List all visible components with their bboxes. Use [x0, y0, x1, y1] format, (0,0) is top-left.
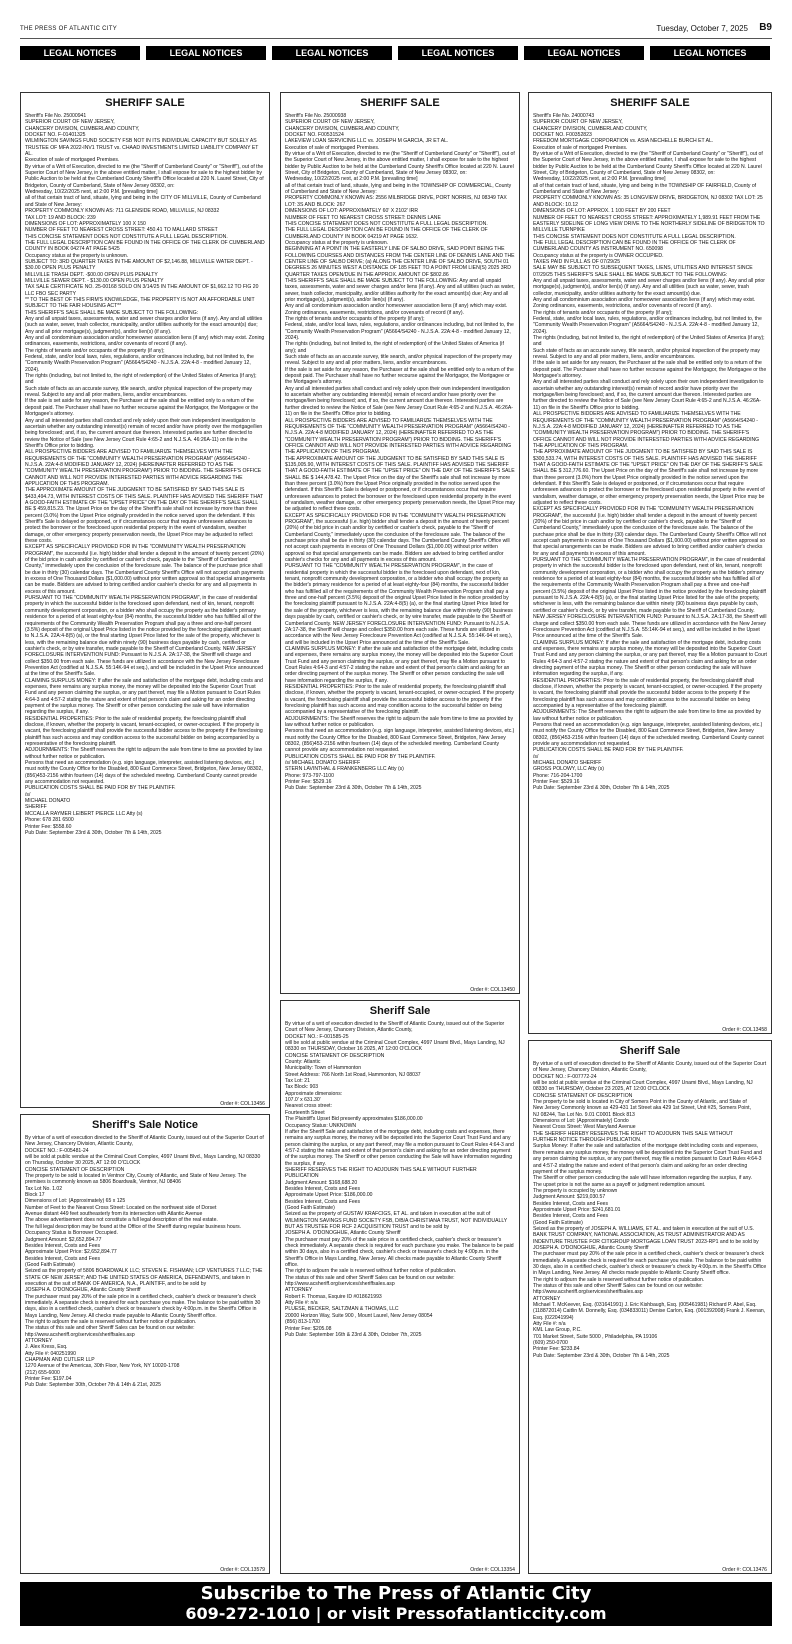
notice-paragraph: The purchaser must pay 20% of the sale price in a certified check, cashier's check or treasurer's check immediately. A separate check is required for each purchase you make. The balance to be paid within 30 days, also in a certified check, cashier's check or treasurer's check by 4:00p.m. in the Sheriff's Office in Mays Landing, New Jersey. All checks made payable to Atlantic County Sheriff office.	[533, 1251, 767, 1277]
notice-paragraph: GROSS POLOWY, LLC Atty (s)	[533, 766, 604, 773]
notice-paragraph: TAX SALE CERTIFICATE NO. 25-00168 SOLD ON 3/14/25 IN THE AMOUNT OF $1,662.12 TO FIG 20 LLC FBO SEC PARTY	[25, 284, 259, 297]
notice-sheriff-sale-25000938	[280, 92, 520, 994]
notice-paragraph: Besides Interest, Costs and Fees	[285, 1185, 361, 1192]
notice-paragraph: DOCKET NO.: F-005481-24	[25, 1147, 89, 1154]
notice-paragraph: ATTORNEY	[285, 1287, 313, 1294]
notice-paragraph: The above advertisement does not constitute a full legal description of the real estate.	[25, 1217, 218, 1224]
notice-paragraph: Pub Date: September 30th, October 7th & 14th & 21st, 2025	[25, 1382, 161, 1389]
notice-paragraph: By virtue of a Writ of Execution, directed to me (the "Sheriff of Cumberland County" or "Sheriff"), out of the Superior Court of New Jersey, in the above entitled matter, I shall expose for sale to the highest bidder by Public Auction to be held at the Cumberland County Sheriff's Office located at 220 N. Laurel Street, City of Bridgeton, County of Cumberland, State of New Jersey 08302, on:	[25, 163, 264, 189]
notice-title: SHERIFF SALE	[105, 97, 185, 109]
notice-paragraph: DIMENSIONS OF LOT: APPROXIMATELY 100 X 150	[25, 220, 146, 227]
notice-paragraph: The status of this sale and other Sheriff Sales can be found on our website: http://www.acsheriff.org/services/sheriffsales.asp	[285, 1274, 455, 1288]
notice-paragraph: Pub Date: September 23rd & 30th, October 7th & 14th, 2025	[533, 1352, 670, 1359]
section-tab: LEGAL NOTICES	[146, 46, 266, 60]
masthead	[20, 20, 772, 39]
notice-paragraph: MILLVILLE TRASH DEPT. -$00.00 OPEN PLUS PENALTY	[25, 271, 158, 278]
notice-paragraph: Seized as the property of 5806 BOARDWALK LLC; STEVEN E. FISHMAN; LCP VENTURES 7 LLC; THE STATE OF NEW JERSEY; AND THE UNITED STATES OF AMERICA, DEFENDANTS, and taken in execution at the suit of BANK OF AMERICA, N.A., PLAINTIFF, and to be sold by	[25, 1268, 263, 1287]
notice-paragraph: Any and all interested parties shall conduct and rely solely upon their own independent investigation to ascertain whether any outstanding interest(s) remain of record and/or have priority over the mortgage/lien being foreclosed; and, if so, the current amount due thereon. Interested parties are further directed to review the Notice of Sale (see New Jersey Court Rule 4:65-2 and N.J.S.A. 46:26A-11) on file in the Sheriff's Office prior to bidding.	[285, 385, 513, 418]
notice-paragraph: Tax Lot No. 1.02	[25, 1185, 63, 1192]
notice-paragraph: Sheriff's File No. 24000743	[533, 113, 595, 119]
notice-paragraph: PUBLICATION	[285, 1173, 319, 1180]
notice-paragraph: PURSUANT TO THE "COMMUNITY WEALTH PRESERVATION PROGRAM", in the case of residential property in which the successful bidder is the foreclosed upon defendant, next of kin, tenant, nonprofit community development corporation, or a bidder who shall occupy the property as the bidder's primary residence for a period of at least eighty-four (84) months, the successful bidder who has fulfilled all of the requirements of the Community Wealth Preservation Program shall pay a three and one-half percent (3.5%) deposit of the original Upset Price listed in the notice provided by the foreclosing plaintiff pursuant to N.J.S.A. 22A:4-8(5) (a), or the final starting Upset Price listed for the sale of the property, whichever is less, with the remaining balance due within ninety (90) business days payable by cash, certified or cashier's check, or by wire transfer, made payable to the Sheriff of Cumberland County. NEW JERSEY FORECLOSURE INTERVENTION FUND: Pursuant to N.J.S.A. 2A:17-38, the Sheriff will charge and collect $350.00 from each sale. These funds are utilized in accordance with the New Jersey Foreclosure Prevention Act (codified at N.J.S.A. 55:14K-94 et seq.), and will be included in the Upset Price announced at the time of the Sheriff's Sale.	[25, 595, 264, 678]
notice-paragraph: New Jersey Commonly known as 429-431 1st Street aka 429 1st Street, Unit #25, Somers Point,	[533, 1105, 752, 1112]
notice-paragraph: 20000 Horizon Way, Suite 900 , Mount Laurel, New Jersey 08054	[285, 1312, 433, 1319]
notice-paragraph: STERN LAVINTHAL & FRANKENBERG LLC Atty (s)	[285, 766, 404, 773]
notice-paragraph: THIS SHERIFF'S SALE SHALL BE MADE SUBJECT TO THE FOLLOWING: Any and all unpaid taxes, assessments, water and sewer charges and/or liens (if any). Any and all utilities (such as water, sewer, trash collector, municipality, and/or utilities authority for the exact amount(s) due; Any and all prior mortgage(s), judgment(s), and/or lien(s) (if any).	[285, 277, 515, 303]
notice-paragraph: will be sold at public vendue at the Criminal Court Complex, 4997 Unami Blvd., Mays Landing, NJ 08330 on THURSDAY, October 16 2025, AT 12:00 O'CLOCK	[285, 1040, 505, 1053]
notice-paragraph: The status of this sale and other Sheriff Sales can be found on our website: http://www.acsheriff.org/services/sheriffsales.asp	[25, 1325, 195, 1338]
notice-paragraph: PUBLICATION COSTS SHALL BE PAID FOR BY THE PLAINTIFF.	[285, 753, 436, 760]
notice-title: Sheriff Sale	[619, 1045, 681, 1057]
section-tab: LEGAL NOTICES	[398, 46, 518, 60]
notice-paragraph: /s/	[25, 791, 31, 798]
notice-paragraph: BEGINNING AT A POINT IN THE EASTERLY LINE OF SALBO DRIVE, SAID POINT BEING THE FOLLOWING COURSES AND DISTANCES FROM THE CENTER LINE OF DENNIS LANE AND THE CENTER LINE OF SALBO DRIVE; (a) ALONG THE CENTER LINE OF SALBO DRIVE, SOUTH 01 DEGREES 26 MINUTES WEST A DISTANCE OF 185 FEET TO A POINT FROM LIEN(S) 2025 3RD QUARTER TAXES OPEN/DUE IN THE APPROX. AMOUNT OF $802.86	[285, 246, 515, 278]
subscribe-headline: Subscribe to The Press of Atlantic City	[200, 1583, 592, 1604]
notice-paragraph: TAXES PAID IN FULL AS OF 07/29/25	[533, 258, 621, 265]
notice-paragraph: Street Address: 766 North 1st Road, Hammonton, NJ 08037	[285, 1071, 421, 1078]
notice-paragraph: Besides Interest, Costs and Fees	[533, 1213, 609, 1220]
notice-paragraph: THE APPROXIMATE AMOUNT OF THE JUDGMENT TO BE SATISFIED BY SAID THIS SALE IS $433,494.73, WITH INTEREST COSTS OF THIS SALE. PLAINTIFF HAS ADVISED THE SHERIFF THAT A GOOD-FAITH ESTIMATE OF THE "UPSET PRICE" ON THE DAY OF THE SHERIFF'S SALE SHALL BE $ 459,815.23. The Upset Price on the day of the Sheriff's sale shall not increase by more than three percent (3.0%) from the Upset Price originally provided in the notice served upon the defendant. If this Sheriff's Sale is delayed or postponed, or if circumstances occur that require unforeseen advances to protect the borrower or the foreclosed upon residential property in the event of vandalism, weather damage, or other emergency property preservation needs, the Upset Price may be adjusted to reflect these costs.	[25, 487, 264, 545]
notice-paragraph: FREEDOM MORTGAGE CORPORATION vs. ASIA NECHELLE BURCH ET AL.	[533, 138, 714, 145]
notice-paragraph: THIS CONCISE STATEMENT DOES NOT CONSTITUTE A FULL LEGAL DESCRIPTION.	[285, 220, 488, 227]
notice-paragraph: CHANCERY DIVISION, CUMBERLAND COUNTY,	[25, 125, 140, 132]
notice-paragraph: Wednesday, 10/22/2025 next, at 2:00 P.M. [prevailing time]	[533, 176, 666, 183]
notice-paragraph: PUBLICATION COSTS SHALL BE PAID FOR BY THE PLAINTIFF.	[533, 747, 684, 754]
notice-paragraph: Dimensions of Lot: (Approximately) 65 x 125	[25, 1198, 126, 1205]
notice-paragraph: CHANCERY DIVISION, CUMBERLAND COUNTY,	[533, 125, 648, 132]
notice-paragraph: Besides Interest, Costs and Fees	[25, 1242, 101, 1249]
notice-paragraph: (Good Faith Estimate)	[533, 1219, 583, 1226]
notice-paragraph: THE FULL LEGAL DESCRIPTION CAN BE FOUND IN THE OFFICE OF THE CLERK OF CUMBERLAND COUNTY IN BOOK 04274 AT PAGE 5425	[25, 239, 265, 253]
notice-paragraph: DOCKET NO.: F-007772-24	[533, 1073, 597, 1080]
notice-paragraph: County: Atlantic	[285, 1059, 321, 1066]
notice-paragraph: EXCEPT AS SPECIFICALLY PROVIDED FOR IN THE "COMMUNITY WEALTH PRESERVATION PROGRAM", the successful (i.e. high) bidder shall tender a deposit in the amount of twenty percent (20%) of the bid price in cash and/or by certified or cashier's check, payable to the "Sheriff of Cumberland County," immediately upon the conclusion of the foreclosure sale. The balance of the purchase price shall be due in thirty (30) calendar days. The Cumberland County Sheriff's Office will not accept cash payments in excess of One Thousand Dollars ($1,000.00) without prior written approval so that special arrangements can be made. Bidders are advised to bring certified and/or cashier's checks for any and all payments in excess of this amount.	[285, 512, 510, 564]
notice-paragraph: If the sale is set aside for any reason, the Purchaser at the sale shall be entitled only to a return of the deposit paid. The Purchaser shall have no further recourse against the Mortgagor, the Mortgagee or the Mortgagee's attorney.	[25, 398, 259, 418]
section-tab: LEGAL NOTICES	[20, 46, 140, 60]
notice-paragraph: Any and all unpaid taxes, assessments, water and sewer charges and/or liens (if any). Any and all utilities (such as water, sewer, trash collector, municipality, and/or utilities authority for the exact amount(s) due; Any and all prior mortgage(s), judgment(s), and/or lien(s) (if any).	[25, 316, 263, 335]
notice-paragraph: THE SHERIFF HEREBY RESERVES THE RIGHT TO ADJOURN THIS SALE WITHOUT	[533, 1130, 734, 1137]
notice-paragraph: Municipality: Town of Hammonton	[285, 1065, 362, 1072]
notice-paragraph: The rights of tenants and/or occupants of the property (if any);	[285, 316, 425, 322]
notice-title: SHERIFF SALE	[360, 97, 440, 109]
notice-paragraph: Approximate Upset Price: $241,681.01	[533, 1206, 621, 1213]
notice-paragraph: Nearest Cross Street: West Maryland Avenue	[533, 1124, 636, 1131]
notice-paragraph: DOCKET NO. F-01401325	[25, 132, 86, 139]
notice-paragraph: (Good Faith Estimate)	[285, 1204, 335, 1211]
notice-paragraph: THE APPROXIMATE AMOUNT OF THE JUDGMENT TO BE SATISFIED BY SAID THIS SALE IS $300,533.74, WITH INTEREST COSTS OF THIS SALE. PLAINTIFF HAS ADVISED THE SHERIFF THAT A GOOD-FAITH ESTIMATE OF THE "UPSET PRICE" ON THE DAY OF THE SHERIFF'S SALE SHALL BE $ 312,776.60. The Upset Price on the day of the Sheriff's sale shall not increase by more than three percent (3.0%) from the Upset Price originally provided in the notice served upon the defendant. If this Sheriff's Sale is delayed or postponed, or if circumstances occur that require unforeseen advances to protect the borrower or the foreclosed upon residential property in the event of vandalism, weather damage, or other emergency property preservation needs, the Upset Price may be adjusted to reflect these costs.	[533, 449, 765, 506]
notice-paragraph: Atty File #: 040251990	[25, 1350, 76, 1357]
notice-paragraph: PROPERTY COMMONLY KNOWN AS: 2556 MILBRIDGE DRIVE, PORT NORRIS, NJ 08349 TAX LOT: 3S AND BLOCK: 267	[285, 195, 507, 208]
order-number: Order #: COL13458	[722, 1027, 767, 1033]
notice-paragraph: THIS CONCISE STATEMENT DOES NOT CONSTITUTE A FULL LEGAL DESCRIPTION.	[533, 233, 736, 240]
notice-paragraph: The rights of tenants and/or occupants of the property (if any);	[533, 309, 673, 316]
order-number: Order #: COL13476	[722, 1567, 767, 1573]
notice-paragraph: 107.0' x 631.30'	[285, 1097, 321, 1104]
notice-paragraph: CHANCERY DIVISION, CUMBERLAND COUNTY,	[285, 125, 400, 132]
notice-paragraph: Any and all condominium association and/or homeowner association liens (if any) which may exist. Zoning ordinances, easements, restrictions, and/or covenants of record (if any).	[25, 335, 265, 348]
notice-paragraph: The Plaintiff's Upset Bid presently approximates $186,000.00	[285, 1116, 423, 1123]
notice-paragraph: NUMBER OF FEET TO NEAREST CROSS STREET: 450.41 TO MALLARD STREET	[25, 227, 218, 234]
notice-paragraph: ** TO THE BEST OF THIS FIRM'S KNOWLEDGE, THE PROPERTY IS NOT AN AFFORDABLE UNIT SUBJECT TO THE FAIR HOUSING ACT**	[25, 296, 255, 310]
notice-paragraph: NUMBER OF FEET TO NEAREST CROSS STREET: DENNIS LANE	[285, 214, 441, 221]
order-number: Order #: COL13579	[220, 1567, 265, 1573]
notice-title: SHERIFF SALE	[610, 97, 690, 109]
issue-date: Tuesday, October 7, 2025	[656, 24, 748, 33]
notice-paragraph: JOSEPH A. O'DONOGHUE, Atlantic County Sheriff	[25, 1287, 141, 1294]
notice-paragraph: Any and all condominium association and/or homeowner association liens (if any) which may exist. Zoning ordinances, easements, restrictions, and/or covenants of record (if any).	[533, 296, 756, 310]
notice-paragraph: Atty File #: n/a	[285, 1300, 318, 1307]
notice-paragraph: SALE MAY BE SUBJECT TO SUBSEQUENT TAXES, LIENS, UTILITIES AND INTEREST SINCE 07/29/25 THIS SHERIFF'S SALE SHALL BE MADE SUBJECT TO THE FOLLOWING:	[533, 265, 753, 278]
notice-paragraph: TAX LOT: 19 AND BLOCK: 239	[25, 214, 96, 221]
notice-paragraph: Sheriff's File No. 25000938	[285, 113, 347, 119]
notice-paragraph: Judgment Amount: $2,652,894.77	[25, 1236, 102, 1243]
notice-paragraph: Execution of sale of mortgaged Premises.	[25, 157, 120, 164]
notice-paragraph: Dimensions of Lot: (Approximately) Condo	[533, 1118, 629, 1125]
notice-paragraph: The upset price is not the same as a payoff or judgment redemption amount.	[533, 1181, 706, 1188]
section-tab: LEGAL NOTICES	[650, 46, 770, 60]
notice-paragraph: If the sale is set aside for any reason, the Purchaser at the sale shall be entitled only to a return of the deposit paid. The Purchaser shall have no further recourse against the Mortgagor, the Mortgagee or the Mortgagee's attorney.	[285, 366, 514, 386]
notice-paragraph: J. Alex Kress, Esq.	[25, 1344, 68, 1351]
notice-paragraph: Nearest cross street:	[285, 1103, 332, 1110]
notice-paragraph: The status of this sale and other Sheriff Sales can be found on our website: http://www.acsheriff.org/services/sheriffsales.asp	[533, 1283, 703, 1296]
notice-sheriff-sale-f001585-25	[280, 1000, 520, 1574]
notice-paragraph: The property is occupied by unknown	[533, 1187, 618, 1194]
notice-paragraph: JOSEPH A. O'DONOGHUE, Atlantic County Sheriff	[285, 1230, 401, 1237]
notice-sheriff-sale-f007772-24	[528, 1040, 772, 1574]
notice-paragraph: By virtue of a writ of execution directed to the Sheriff of Atlantic County, issued out of the Superior Court of New Jersey, Chancery Division, Atlantic County,	[533, 1061, 767, 1074]
notice-paragraph: CONCISE STATEMENT OF DESCRIPTION	[285, 1052, 385, 1059]
notice-paragraph: Occupancy status at the property is unknown.	[285, 239, 389, 246]
notice-paragraph: will be sold at public vendue at the Criminal Court Complex, 4997 Unami Blvd., Mays Landing, NJ 08330 on THURSDAY, October 23 2025, AT 12:00 O'CLOCK	[533, 1080, 753, 1093]
notice-paragraph: ALL PROSPECTIVE BIDDERS ARE ADVISED TO FAMILIARIZE THEMSELVES WITH THE REQUIREMENTS OF THE "COMMUNITY WEALTH PRESERVATION PROGRAM" (A5664/S4240 - N.J.S.A. 22A:4-8 MODIFIED JANUARY 12, 2024) (HEREINAFTER REFERRED TO AS THE "COMMUNITY WEALTH PRESERVATION PROGRAM") PRIOR TO BIDDING. THE SHERIFF'S OFFICE CANNOT AND WILL NOT PROVIDE INTERESTED PARTIES WITH ADVICE REGARDING THE APPLICATION OF THIS PROGRAM.	[285, 417, 512, 456]
notice-sheriffs-sale-f005481-24	[20, 1114, 270, 1574]
notice-paragraph: PLUESE, BECKER, SALTZMAN & THOMAS, LLC	[285, 1306, 399, 1313]
notice-paragraph: RESIDENTIAL PROPERTIES: Prior to the sale of residential property, the foreclosing plaintiff shall disclose, if known, whether the property is vacant, tenant-occupied, or owner-occupied. If the property is vacant, the foreclosing plaintiff shall provide the successful bidder access to the property if the foreclosing plaintiff has such access and may condition access to the successful bidder on being accompanied by a representative of the foreclosing plaintiff.	[285, 683, 515, 716]
notice-paragraph: ADJOURNMENTS: The Sheriff reserves the right to adjourn the sale from time to time as provided by law without further notice or publication.	[533, 709, 761, 722]
notice-paragraph: ADJOURNMENTS: The Sheriff reserves the right to adjourn the sale from time to time as provided by law without further notice or publication.	[25, 747, 263, 760]
notice-paragraph: RESIDENTIAL PROPERTIES: Prior to the sale of residential property, the foreclosing plaintiff shall disclose, if known, whether the property is vacant, tenant-occupied, or owner-occupied. If the property is vacant, the foreclosing plaintiff shall provide the successful bidder access to the property if the foreclosing plaintiff has such access and may condition access to the successful bidder on being accompanied by a representative of the foreclosing plaintiff.	[533, 677, 763, 709]
notice-paragraph: CONCISE STATEMENT OF DESCRIPTION	[25, 1166, 125, 1173]
notice-paragraph: The rights (including, but not limited to, the right of redemption) of the United States of America (if any); and	[25, 373, 257, 386]
notice-paragraph: Phone: 678 281 6500	[25, 817, 74, 824]
notice-paragraph: DIMENSIONS OF LOT: APPROXIMATELY 60' X 2102' IRR	[285, 208, 419, 215]
notice-paragraph: 1270 Avenue of the Americas, 30th Floor, New York, NY 10020-1708	[25, 1363, 180, 1370]
section-tab: LEGAL NOTICES	[524, 46, 644, 60]
notice-title: Sheriff's Sale Notice	[92, 1119, 198, 1131]
notice-paragraph: Such state of facts as an accurate survey, title search, and/or physical inspection of the property may reveal. Subject to any and all prior matters, liens, and/or encumbrances.	[533, 347, 760, 361]
notice-paragraph: By virtue of a Writ of Execution, directed to me (the "Sheriff of Cumberland County" or "Sheriff"), out of the Superior Court of New Jersey, in the above entitled matter, I shall expose for sale to the highest bidder by Public Auction to be held at the Cumberland County Sheriff's Office located at 220 N. Laurel Street, City of Bridgeton, County of Cumberland, State of New Jersey 08302, on:	[285, 151, 515, 177]
notice-paragraph: EXCEPT AS SPECIFICALLY PROVIDED FOR IN THE "COMMUNITY WEALTH PRESERVATION PROGRAM", the successful (i.e. high) bidder shall tender a deposit in the amount of twenty percent (20%) of the bid price in cash and/or by certified or cashier's check, payable to the "Sheriff of Cumberland County," immediately upon the conclusion of the foreclosure sale. The balance of the purchase price shall be due in thirty (30) calendar days. The Cumberland County Sheriff's Office will not accept cash payments in excess of One Thousand Dollars ($1,000.00) without prior written approval so that special arrangements can be made. Bidders are advised to bring certified and/or cashier's checks for any and all payments in excess of this amount.	[25, 544, 265, 595]
notice-paragraph: Printer Fee: $197.04	[25, 1376, 72, 1383]
notice-paragraph: Fourteenth Street	[285, 1109, 325, 1116]
notice-paragraph: SUPERIOR COURT OF NEW JERSEY,	[533, 119, 623, 126]
notice-paragraph: Printer Fee: $233.84	[533, 1346, 580, 1353]
notice-paragraph: Pub Date: September 23rd & 30th, October 7th & 14th, 2025	[533, 785, 670, 792]
notice-paragraph: SUPERIOR COURT OF NEW JERSEY,	[285, 119, 375, 126]
notice-paragraph: By virtue of a writ of execution directed to the Sheriff of Atlantic County, issued out of the Superior Court of New Jersey, Chancery Division, Atlantic County,	[285, 1021, 505, 1034]
notice-paragraph: DOCKET NO.: F-001585-25	[285, 1033, 349, 1040]
notice-paragraph: DIMENSIONS OF LOT: APPROX. 1 100 FEET BY 200 FEET	[533, 208, 671, 215]
notice-paragraph: THE FULL LEGAL DESCRIPTION CAN BE FOUND IN THE OFFICE OF THE CLERK OF CUMBERLAND COUNTY AS INSTRUMENT NO. 650098	[533, 239, 736, 253]
notice-paragraph: Seized as the property of GUSTAV KRAFCIGS, ET AL. and taken in execution at the suit of WILMINGTON SAVINGS FUND SOCIETY FSB, D/B/A CHRISTIANA TRUST, NOT INDIVIDUALLY BUT AS TRUSTEE FOR RCF 2 ACQUISITION TRUST and to be sold by	[285, 1211, 508, 1230]
notice-paragraph: PROPERTY COMMONLY KNOWN AS: 711 GLENSIDE ROAD, MILLVILLE, NJ 08332	[25, 208, 220, 215]
notice-body	[285, 113, 515, 987]
notice-paragraph: Besides Interest, Costs and Fees	[533, 1200, 609, 1207]
notice-paragraph: SHERIFF RESERVES THE RIGHT TO ADJOURN THIS SALE WITHOUT FURTHER	[285, 1166, 477, 1173]
notice-paragraph: MILLVILLE SEWER DEPT. - $130.00 OPEN PLUS PENALTY	[25, 277, 164, 284]
notice-paragraph: Block 17	[25, 1192, 45, 1199]
notice-paragraph: ATTORNEY	[533, 1295, 561, 1302]
notice-paragraph: Printer Fee: $529.16	[285, 779, 332, 786]
notice-paragraph: THIS SHERIFF'S SALE SHALL BE MADE SUBJECT TO THE FOLLOWING:	[25, 309, 199, 316]
notice-paragraph: Approximate Upset Price: $2,652,894.77	[25, 1249, 117, 1256]
notice-paragraph: Such state of facts as an accurate survey, title search, and/or physical inspection of the property may reveal. Subject to any and all prior matters, liens, and/or encumbrances.	[285, 354, 512, 367]
notice-sheriff-sale-25000941	[20, 92, 270, 1108]
notice-paragraph: all of that certain tract of land, situate, lying and being in the CITY OF MILLVILLE, County of Cumberland and State of New Jersey:	[25, 195, 261, 208]
notice-paragraph: THIS CONCISE STATEMENT DOES NOT CONSTITUTE A FULL LEGAL DESCRIPTION.	[25, 233, 228, 240]
notice-paragraph: /s/ MICHAEL DONATO SHERIFF	[285, 760, 361, 767]
notice-paragraph: Surplus Money: If after the sale and satisfaction of the mortgage debt including costs and expenses, there remains any surplus money, the money will be deposited into the Superior Court Trust Fund and any person claiming the surplus, or any part thereof, may file a motion pursuant to Court Rules 4:64-3 and 4:57-2 stating the nature and extent of that person's claim and asking for an order directing payment of the surplus money.	[533, 1143, 762, 1175]
notice-paragraph: Pub Date: September 23rd & 30th, October 7th & 14th, 2025	[285, 785, 422, 792]
notice-paragraph: Execution of sale of mortgaged Premises.	[285, 144, 380, 151]
notice-paragraph: Any and all interested parties shall conduct and rely solely upon their own independent investigation to ascertain whether any outstanding interest(s) remain of record and/or have priority over the mortgage/lien being foreclosed; and, if so, the current amount due thereon. Interested parties are further directed to review the Notice of Sale (see New Jersey Court Rule 4:65-2 and N.J.S.A. 46:26A-11) on file in the Sheriff's Office prior to bidding.	[533, 379, 764, 411]
notice-paragraph: CHAPMAN AND CUTLER LLP	[25, 1357, 95, 1364]
notice-paragraph: Federal, state, and/or local laws, rules, regulations, and/or ordinances including, but not limited to, the "Community Wealth Preservation Program" (A5664/S4240 - N.J.S.A. 22A:4-8 - modified January 12, 2024).	[25, 354, 254, 373]
notice-paragraph: Wednesday, 10/22/2025 next, at 2:00 P.M. [prevailing time]	[25, 189, 158, 196]
notice-paragraph: The purchaser must pay 20% of the sale price in a certified check, cashier's check or treasurer's check immediately. A separate check is required for each purchase you make. The balance to be paid within 30 days, also in a certified check, cashier's check or treasurer's check by 4:00p.m. in the Sheriff's Office in Mays Landing, New Jersey. All checks made payable to Atlantic County Sheriff office.	[285, 1236, 514, 1269]
order-number: Order #: COL13354	[470, 1567, 515, 1573]
notice-paragraph: (856) 813-1700	[285, 1319, 320, 1326]
notice-paragraph: Any and all unpaid taxes, assessments, water and sewer charges and/or liens (if any). Any and all prior mortgage(s), judgment(s), and/or lien(s) (if any). Any and all utilities (such as water, sewer, trash collector, municipality, and/or utilities authority for the exact amount(s) due.	[533, 277, 765, 297]
notice-paragraph: DOCKET NO. F00352823	[533, 132, 592, 139]
notice-paragraph: SUPERIOR COURT OF NEW JERSEY,	[25, 119, 115, 126]
notice-paragraph: Robert F. Thomas, Esquire ID #018621993	[285, 1293, 382, 1300]
notice-body	[533, 113, 767, 1027]
notice-paragraph: DOCKET NO. F00531524	[285, 132, 344, 139]
notice-paragraph: Any and all interested parties shall conduct and rely solely upon their own independent investigation to ascertain whether any outstanding interest(s) remain of record and/or have priority over the mortgage/lien being foreclosed; and, if so, the current amount due thereon. Interested parties are further directed to review the Notice of Sale (see New Jersey Court Rule 4:65-2 and N.J.S.A. 46:26A-11) on file in the Sheriff's Office prior to bidding.	[25, 417, 263, 449]
notice-paragraph: PROPERTY COMMONLY KNOWN AS: 35 LONGVIEW DRIVE, BRIDGETON, NJ 08302 TAX LOT: 25 AND BLOCK: 10.12	[533, 195, 763, 208]
notice-paragraph: Persons that need an accommodation (e.g. sign language, interpreter, assisted listening devices, etc.) must notify the County Office for the Disabled, 800 East Commerce Street, Bridgeton, New Jersey 08302, (856)453-2156 within fourteen (14) days of the scheduled meeting. Cumberland County cannot provide any accommodation not requested.	[285, 728, 515, 754]
notice-paragraph: Tax Block: 903	[285, 1084, 319, 1091]
notice-paragraph: The property to be sold is located in City of Somers Point in the County of Atlantic, and State of	[533, 1099, 747, 1106]
notice-paragraph: Execution of sale of mortgaged Premises.	[533, 144, 628, 151]
notice-paragraph: Persons that need an accommodation (e.g. sign language, interpreter, assisted listening devices, etc.) must notify the County Office for the Disabled, 800 East Commerce Street, Bridgeton, New Jersey 08302, (856)453-2156 within fourteen (14) days of the scheduled meeting. Cumberland County cannot provide any accommodation not requested.	[533, 722, 764, 748]
notice-paragraph: Wednesday, 10/22/2025 next, at 2:00 P.M. [prevailing time]	[285, 176, 418, 183]
notice-title: Sheriff Sale	[369, 1005, 431, 1017]
notice-paragraph: CLAIMING SURPLUS MONEY: If after the sale and satisfaction of the mortgage debt, including costs and expenses, there remains any surplus money, the money will be deposited into the Superior Court Trust Fund and any person claiming the surplus, or any part thereof, may file a Motion pursuant to Court Rules 4:64-3 and 4:57-2 stating the nature and extent of that person's claim and asking for an order directing payment of the surplus money. The Sheriff or other person conducting the sale will have information regarding the surplus, if any.	[285, 645, 513, 684]
notice-paragraph: The rights (including, but not limited to, the right of redemption) of the United States of America (if any); and	[285, 341, 504, 354]
notice-paragraph: Occupancy status at the property is OWNER OCCUPIED.	[533, 252, 664, 259]
notice-paragraph: Occupancy Status: UNKNOWN	[285, 1122, 357, 1129]
notice-paragraph: ALL PROSPECTIVE BIDDERS ARE ADVISED TO FAMILIARIZE THEMSELVES WITH THE REQUIREMENTS OF THE "COMMUNITY WEALTH PRESERVATION PROGRAM" (A5664/S4240 - N.J.S.A. 22A:4-8 MODIFIED JANUARY 12, 2024) (HEREINAFTER REFERRED TO AS THE "COMMUNITY WEALTH PRESERVATION PROGRAM") PRIOR TO BIDDING. THE SHERIFF'S OFFICE CANNOT AND WILL NOT PROVIDE INTERESTED PARTIES WITH ADVICE REGARDING THE APPLICATION OF THIS PROGRAM.	[533, 411, 760, 449]
notice-body	[25, 113, 265, 1101]
notice-paragraph: The right to adjourn the sale is reserved without further notice of publication.	[285, 1268, 457, 1275]
newspaper-name: THE PRESS OF ATLANTIC CITY	[20, 26, 118, 32]
notice-paragraph: Atty File #: n/a	[533, 1321, 566, 1328]
notice-paragraph: (Good Faith Estimate)	[25, 1261, 75, 1268]
notice-paragraph: MICHAEL DONATO SHERIFF	[533, 760, 602, 767]
notice-paragraph: LAKEVIEW LOAN SERVICING LLC vs. JOSEPH M GARCIA, JR ET AL.	[285, 138, 449, 145]
notice-paragraph: Avenue distant 449 feet southeasterly from its intersection with Atlantic Avenue	[25, 1211, 203, 1218]
notice-paragraph: The full legal description may be found at the Office of the Sheriff during regular business hours.	[25, 1223, 242, 1230]
notice-paragraph: Sheriff's File No. 25000941	[25, 113, 87, 119]
notice-paragraph: Judgment Amount: $219,030.57	[533, 1194, 606, 1201]
notice-paragraph: PURSUANT TO THE "COMMUNITY WEALTH PRESERVATION PROGRAM", in the case of residential property in which the successful bidder is the foreclosed upon defendant, next of kin, tenant, nonprofit community development corporation, or a bidder who shall occupy the property as the bidder's primary residence for a period of at least eighty-four (84) months, the successful bidder who has fulfilled all of the requirements of the Community Wealth Preservation Program shall pay a three and one-half percent (3.5%) deposit of the original Upset Price listed in the notice provided by the foreclosing plaintiff pursuant to N.J.S.A. 22A:4-8(5) (a), or the final starting Upset Price listed for the sale of the property, whichever is less, with the remaining balance due within ninety (90) business days payable by cash, certified or cashier's check, or by wire transfer, made payable to the Sheriff of Cumberland County. NEW JERSEY FORECLOSURE INTERVENTION FUND: Pursuant to N.J.S.A. 2A:17-38, the Sheriff will charge and collect $350.00 from each sale. These funds are utilized in accordance with the New Jersey Foreclosure Prevention Act (codified at N.J.S.A. 55:14K-94 et seq.), and will be included in the Upset Price announced at the time of the Sheriff's Sale.	[533, 557, 767, 640]
notice-paragraph: (212) 655-6000	[25, 1369, 60, 1376]
notice-paragraph: The rights (including, but not limited to, the right of redemption) of the United States of America (if any); and	[533, 335, 765, 348]
notice-paragraph: The right to adjourn the sale is reserved without further notice of publication.	[25, 1318, 197, 1325]
notice-paragraph: KML Law Group, P.C.	[533, 1327, 582, 1334]
notice-paragraph: Federal, state, and/or local laws, rules, regulations, and/or ordinances including, but not limited to, the "Community Wealth Preservation Program" (A5664/S4240 - N.J.S.A. 22A:4-8 - modified January 12, 2024).	[285, 322, 514, 342]
notice-paragraph: SUBJECT TO: 3RD QUARTER TAXES IN THE AMOUNT OF $2,146.88, MILLVILLE WATER DEPT. - $30.00 OPEN PLUS PENALTY	[25, 258, 253, 272]
notice-paragraph: MCCALLA RAYMER LEIBERT PIERCE LLC Atty (s)	[25, 810, 143, 817]
notice-paragraph: all of that certain tract of land, situate, lying and being in the TOWNSHIP OF COMMERCIAL, County of Cumberland and State of New Jersey:	[285, 182, 512, 196]
notice-paragraph: EXCEPT AS SPECIFICALLY PROVIDED FOR IN THE "COMMUNITY WEALTH PRESERVATION PROGRAM", the successful (i.e. high) bidder shall tender a deposit in the amount of twenty percent (20%) of the bid price in cash and/or by certified or cashier's check, payable to the "Sheriff of Cumberland County," immediately upon the conclusion of the foreclosure sale. The balance of the purchase price shall be due in thirty (30) calendar days. The Cumberland County Sheriff's Office will not accept cash payments in excess of One Thousand Dollars ($1,000.00) without prior written approval so that special arrangements can be made. Bidders are advised to bring certified and/or cashier's checks for any and all payments in excess of this amount.	[533, 506, 767, 557]
notice-paragraph: Besides Interest, Costs and Fees	[285, 1198, 361, 1205]
notice-paragraph: By virtue of a writ of execution directed to the Sheriff of Atlantic County, issued out of the Superior Court of New Jersey, Chancery Division, Atlantic County,	[25, 1135, 264, 1148]
notice-paragraph: THE APPROXIMATE AMOUNT OF THE JUDGMENT TO BE SATISFIED BY SAID THIS SALE IS $135,005.90, WITH INTEREST COSTS OF THIS SALE. PLAINTIFF HAS ADVISED THE SHERIFF THAT A GOOD-FAITH ESTIMATE OF THE "UPSET PRICE" ON THE DAY OF THE SHERIFF'S SALE SHALL BE $ 144,478.42. The Upset Price on the day of the Sheriff's sale shall not increase by more than three percent (3.0%) from the Upset Price originally provided in the notice served upon the defendant. If this Sheriff's Sale is delayed or postponed, or if circumstances occur that require unforeseen advances to protect the borrower or the foreclosed upon residential property in the event of vandalism, weather damage, or other emergency property preservation needs, the Upset Price may be adjusted to reflect these costs.	[285, 455, 515, 513]
notice-paragraph: By virtue of a Writ of Execution, directed to me (the "Sheriff of Cumberland County" or "Sheriff"), out of the Superior Court of New Jersey, in the above entitled matter, I shall expose for sale to the highest bidder by Public Auction to be held at the Cumberland County Sheriff's Office located at 220 N. Laurel Street, City of Bridgeton, County of Cumberland, State of New Jersey 08302, on:	[533, 151, 763, 177]
subscribe-banner	[20, 1582, 772, 1626]
notice-paragraph: Printer Fee: $558.60	[25, 823, 72, 830]
notice-paragraph: Occupancy Status is Borrower Occupied.	[25, 1230, 118, 1237]
notice-paragraph: MICHAEL DONATO	[25, 798, 71, 805]
notice-paragraph: Seized as the property of JOSEPH A. WILLIAMS, ET AL. and taken in execution at the suit of U.S. BANK TRUST COMPANY, NATIONAL ASSOCIATION, AS TRUST ADMINISTRATOR AND AS INDENTURE TRUSTEE FOR CITIGROUP MORTGAGE LOAN TRUST 2023-RP1 and to be sold by	[533, 1225, 759, 1245]
section-tab: LEGAL NOTICES	[272, 46, 392, 60]
order-number: Order #: COL13450	[470, 987, 515, 993]
notice-paragraph: Printer Fee: $529.16	[533, 779, 580, 786]
notice-paragraph: The rights of tenants and/or occupants of the property (if any);	[25, 347, 165, 354]
notice-paragraph: THE FULL LEGAL DESCRIPTION CAN BE FOUND IN THE OFFICE OF THE CLERK OF CUMBERLAND COUNTY IN BOOK 04219 AT PAGE 1632.	[285, 227, 488, 240]
notice-body	[533, 1061, 767, 1567]
notice-paragraph: Pub Date: September 16th & 23rd & 30th, October 7th, 2025	[285, 1331, 422, 1338]
notice-paragraph: PUBLICATION COSTS SHALL BE PAID FOR BY THE PLAINTIFF.	[25, 785, 176, 792]
notice-paragraph: Approximate dimensions:	[285, 1090, 343, 1097]
notice-paragraph: CONCISE STATEMENT OF DESCRIPTION	[533, 1092, 633, 1099]
notice-paragraph: RESIDENTIAL PROPERTIES: Prior to the sale of residential property, the foreclosing plaintiff shall disclose, if known, whether the property is vacant, tenant-occupied, or owner-occupied. If the property is vacant, the foreclosing plaintiff shall provide the successful bidder access to the property if the foreclosing plaintiff has such access and may condition access to the successful bidder on being accompanied by a representative of the foreclosing plaintiff.	[25, 715, 263, 748]
notice-paragraph: CLAIMING SURPLUS MONEY: If after the sale and satisfaction of the mortgage debt, including costs and expenses, there remains any surplus money, the money will be deposited into the Superior Court Trust Fund and any person claiming the surplus, or any part thereof, may file a Motion pursuant to Court Rules 4:64-3 and 4:57-2 stating the nature and extent of that person's claim and asking for an order directing payment of the surplus money. The Sheriff or other person conducting the sale will have information regarding the surplus, if any.	[533, 639, 767, 678]
notice-paragraph: Michael T. McKeever, Esq. (031641991) J. Eric Kishbaugh, Esq. (005461981) Richard P. Abel, Esq. (118872014) Caitlin M. Donnelly, Esq. (034833011) Denise Carlon, Esq. (001392008) Frank J. Keenan, Esq. (022041994)	[533, 1302, 766, 1321]
notice-paragraph: ATTORNEY	[25, 1338, 53, 1344]
notice-paragraph: ADJOURNMENTS: The Sheriff reserves the right to adjourn the sale from time to time as provided by law without further notice or publication.	[285, 715, 513, 728]
notice-paragraph: 701 Market Street, Suite 5000 , Philadelphia, PA 19106	[533, 1333, 658, 1340]
notice-paragraph: SHERIFF	[25, 804, 47, 811]
notice-body	[25, 1135, 265, 1567]
order-number: Order #: COL13456	[220, 1101, 265, 1107]
notice-paragraph: NUMBER OF FEET TO NEAREST CROSS STREET: APPROXIMATELY 1,989.91 FEET FROM THE EASTERLY SIDELINE OF LONG VIEW DRIVE TO THE NORTHERLY SIDELINE OF BRIDGETON TO MILLVILLE TURNPIKE	[533, 214, 765, 234]
notice-paragraph: Federal, state, and/or local laws, rules, regulations, and/or ordinances including, but not limited to, the "Community Wealth Preservation Program" (A5664/S4240 - N.J.S.A. 22A:4-8 - modified January 12, 2024).	[533, 316, 762, 335]
notice-paragraph: Such state of facts as an accurate survey, title search, and/or physical inspection of the property may reveal. Subject to any and all prior matters, liens, and/or encumbrances.	[25, 385, 252, 399]
notice-paragraph: Any and all condominium association and/or homeowner association liens (if any) which may exist. Zoning ordinances, easements, restrictions, and/or covenants of record (if any).	[285, 303, 508, 316]
notice-paragraph: all of that certain tract of land, situate, lying and being in the TOWNSHIP OF FAIRFIELD, County of Cumberland and State of New Jersey:	[533, 182, 757, 196]
notice-paragraph: The right to adjourn the sale is reserved without further notice of publication.	[533, 1276, 705, 1283]
notice-paragraph: CLAIMING SURPLUS MONEY: If after the sale and satisfaction of the mortgage debt, including costs and expenses, there remains any surplus money, the money will be deposited into the Superior Court Trust Fund and any person claiming the surplus, or any part thereof, may file a Motion pursuant to Court Rules 4:64-3 and 4:57-2 stating the nature and extent of that person's claim and asking for an order directing payment of the surplus money. The Sheriff or other person conducting the sale will have information regarding the surplus, if any.	[25, 677, 263, 716]
notice-paragraph: Persons that need an accommodation (e.g. sign language, interpreter, assisted listening devices, etc.) must notify the County Office for the Disabled, 800 East Commerce Street, Bridgeton, New Jersey 08302, (856)453-2156 within fourteen (14) days of the scheduled meeting. Cumberland County cannot provide any accommodation not requested.	[25, 760, 263, 786]
notice-paragraph: Tax Lot: 21	[285, 1078, 310, 1085]
notice-paragraph: (609) 250-0700	[533, 1340, 568, 1347]
page-number: B9	[759, 22, 772, 33]
notice-paragraph: Phone: 716-204-1700	[533, 772, 583, 779]
subscribe-contact: 609-272-1010 | or visit Pressofatlanticcity.com	[185, 1604, 607, 1623]
notice-paragraph: NJ 08244, Tax Lot No. 9.01 C0001 Block 813	[533, 1111, 635, 1118]
notice-paragraph: The purchaser must pay 20% of the sale price in a certified check, cashier's check or treasurer's check immediately. A separate check is required for each purchase you make. The balance to be paid within 30 days, also in a certified check, cashier's check or treasurer's check by 4:00p.m. in the Sheriff's Office in Mays Landing, New Jersey. All checks made payable to Atlantic County Sheriff office.	[25, 1293, 261, 1319]
notice-paragraph: /s/	[533, 753, 539, 760]
notice-paragraph: will be sold at public vendue at the Criminal Court Complex, 4997 Unami Blvd., Mays Landing, NJ 08330 on Thursday, October 30 2025, AT 12:00 O'CLOCK	[25, 1154, 261, 1167]
notice-paragraph: Pub Date: September 23rd & 30th, October 7th & 14th, 2025	[25, 829, 162, 836]
notice-paragraph: Phone: 973-797-1100	[285, 772, 334, 779]
notice-paragraph: JOSEPH A. O'DONOGHUE, Atlantic County Sheriff	[533, 1244, 649, 1251]
notice-paragraph: If the sale is set aside for any reason, the Purchaser at the sale shall be entitled only to a return of the deposit paid. The Purchaser shall have no further recourse against the Mortgagor, the Mortgagee or the Mortgagee's attorney.	[533, 360, 767, 380]
notice-paragraph: Occupancy status at the property is unknown.	[25, 252, 129, 259]
notice-paragraph: WILMINGTON SAVINGS FUND SOCIETY FSB NOT IN ITS INDIVIDUAL CAPACITY BUT SOLELY AS TRUSTEE OF MFA 2022-INV1 TRUST vs. CHAAD INVESTMENTS LIMITED LIABILITY COMPANY ET AL.	[25, 138, 259, 158]
notice-paragraph: Number of Feet to the Nearest Cross Street: Located on the northwest side of Dorset	[25, 1204, 217, 1211]
notice-paragraph: ALL PROSPECTIVE BIDDERS ARE ADVISED TO FAMILIARIZE THEMSELVES WITH THE REQUIREMENTS OF THE "COMMUNITY WEALTH PRESERVATION PROGRAM" (A5664/S4240 - N.J.S.A. 22A:4-8 MODIFIED JANUARY 12, 2024) (HEREINAFTER REFERRED TO AS THE "COMMUNITY WEALTH PRESERVATION PROGRAM") PRIOR TO BIDDING. THE SHERIFF'S OFFICE CANNOT AND WILL NOT PROVIDE INTERESTED PARTIES WITH ADVICE REGARDING THE APPLICATION OF THIS PROGRAM.	[25, 449, 262, 487]
notice-paragraph: If after the Sheriff Sale and satisfaction of the mortgage debt, including costs and expenses, there remains any surplus money, the money will be deposited into the Superior Court Trust Fund and any person claiming the surplus, or any part thereof, may file a motion pursuant to Court Rules 4:64-3 and 4:57-2 stating the nature and extent of that person's claim and asking for an order directing payment of the surplus money. The Sheriff or other person conducting the Sale will have information regarding the surplus, if any.	[285, 1128, 514, 1167]
notice-paragraph: Printer Fee: $205.08	[285, 1325, 332, 1332]
notice-paragraph: Besides Interest, Costs and Fees	[25, 1255, 101, 1262]
notice-paragraph: Judgment Amount: $168,688.20	[285, 1179, 358, 1186]
notice-paragraph: Approximate Upset Price: $186,000.00	[285, 1192, 373, 1199]
legal-notices-header	[20, 46, 772, 60]
notice-paragraph: The Sheriff or other person conducting the sale will have information regarding the surplus, if any.	[533, 1175, 752, 1182]
notice-paragraph: FURTHER NOTICE THROUGH PUBLICATION.	[533, 1137, 642, 1144]
notice-paragraph: PURSUANT TO THE "COMMUNITY WEALTH PRESERVATION PROGRAM", in the case of residential property in which the successful bidder is the foreclosed upon defendant, next of kin, tenant, nonprofit community development corporation, or a bidder who shall occupy the property as the bidder's primary residence for a period of at least eighty-four (84) months, the successful bidder who has fulfilled all of the requirements of the Community Wealth Preservation Program shall pay a three and one-half percent (3.5%) deposit of the original Upset Price listed in the notice provided by the foreclosing plaintiff pursuant to N.J.S.A. 22A:4-8(5) (a), or the final starting Upset Price listed for the sale of the property, whichever is less, with the remaining balance due within ninety (90) business days payable by cash, certified or cashier's check, or by wire transfer, made payable to the Sheriff of Cumberland County. NEW JERSEY FORECLOSURE INTERVENTION FUND: Pursuant to N.J.S.A. 2A:17-38, the Sheriff will charge and collect $350.00 from each sale. These funds are utilized in accordance with the New Jersey Foreclosure Prevention Act (codified at N.J.S.A. 55:14K-94 et seq.), and will be included in the Upset Price announced at the time of the Sheriff's Sale.	[285, 563, 513, 646]
notice-sheriff-sale-24000743	[528, 92, 772, 1034]
notice-paragraph: The property to be sold is located in Ventnor City, County of Atlantic, and State of New Jersey. The premises is commonly known as 5806 Boardwalk, Ventnor, NJ 08406	[25, 1173, 247, 1186]
notice-body	[285, 1021, 515, 1567]
